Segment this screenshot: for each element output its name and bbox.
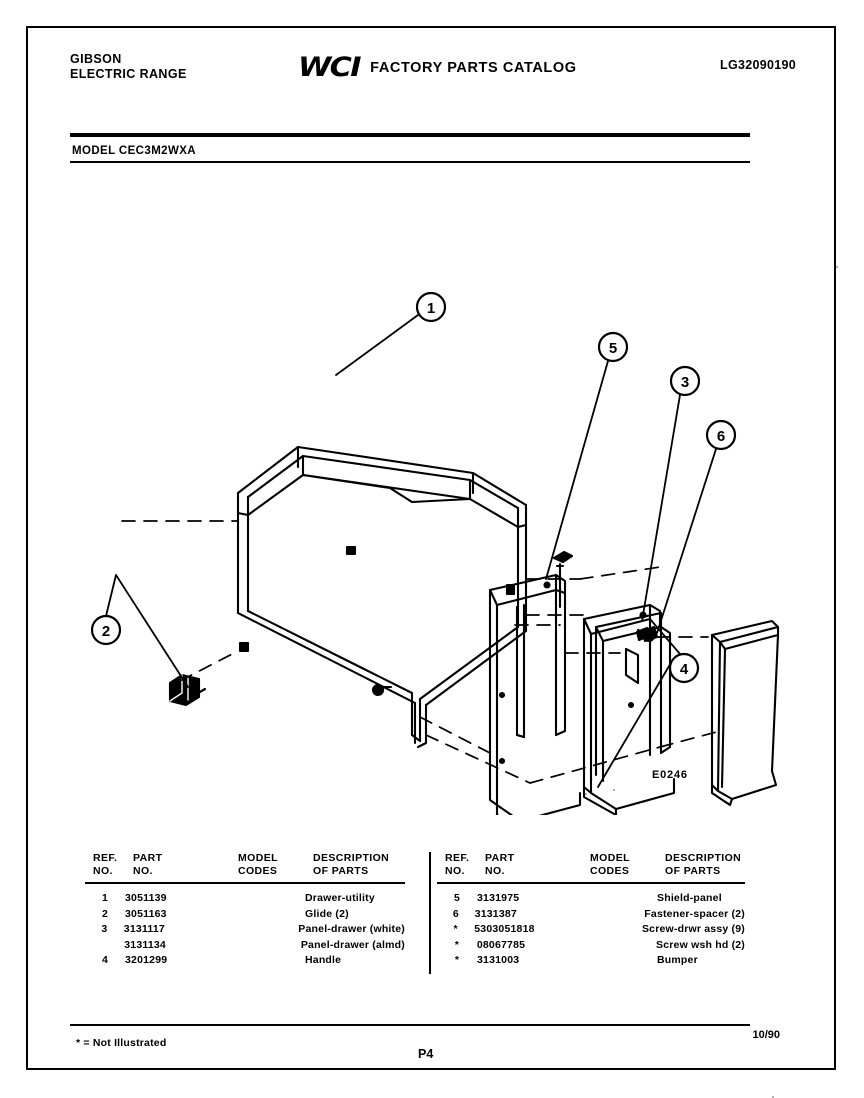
parts-table-left-header [85, 852, 405, 882]
cell-desc: Panel-drawer (almd) [300, 938, 405, 951]
cell-ref: 2 [101, 907, 109, 920]
cell-desc: Screw wsh hd (2) [656, 938, 745, 951]
header-part-no: PART NO. [485, 852, 515, 877]
scan-speck [613, 789, 615, 791]
cell-code [582, 953, 657, 969]
table-row [85, 907, 405, 923]
callout-3 [671, 367, 699, 395]
revision-date: 10/90 [752, 1029, 780, 1041]
cell-code [227, 938, 301, 954]
glide-shape [170, 675, 205, 705]
cell-part: 3131387 [474, 907, 517, 920]
table-row [85, 938, 405, 954]
catalog-title: FACTORY PARTS CATALOG [370, 59, 577, 76]
svg-text:6: 6 [716, 428, 726, 445]
table-row [85, 953, 405, 969]
cell-code [230, 953, 305, 969]
table-row [85, 891, 405, 907]
cell-part: 3201299 [125, 954, 168, 966]
cell-desc: Screw-drwr assy (9) [641, 923, 745, 935]
scan-speck [585, 793, 587, 795]
right-header-rule [437, 882, 745, 884]
catalog-number: LG32090190 [720, 58, 796, 72]
cell-desc: Drawer-utility [305, 892, 375, 904]
page-number: P4 [418, 1047, 434, 1061]
cell-ref: * [453, 923, 458, 935]
cell-desc: Bumper [657, 954, 698, 966]
header-ref-no: REF. NO. [93, 852, 118, 877]
cell-code [581, 938, 656, 954]
header-description: DESCRIPTION OF PARTS [665, 852, 742, 877]
cell-code [226, 922, 299, 938]
handle-shape [712, 621, 778, 805]
callout-bubbles [92, 293, 735, 682]
cell-ref [85, 938, 124, 954]
callout-4 [670, 654, 698, 682]
svg-text:5: 5 [608, 340, 618, 357]
figure-code: E0246 [652, 769, 688, 781]
cell-desc: Handle [305, 954, 342, 966]
table-row [437, 922, 745, 938]
cell-part: 5303051818 [474, 923, 535, 935]
svg-text:4: 4 [679, 661, 689, 678]
right-rows-body [437, 891, 745, 969]
brand-name: GIBSON [70, 52, 122, 66]
table-row [437, 907, 745, 923]
cell-code [574, 907, 645, 923]
brand-product-line: ELECTRIC RANGE [70, 67, 187, 81]
svg-text:1: 1 [426, 300, 436, 317]
cell-code [230, 907, 305, 923]
exploded-parts-diagram [60, 175, 800, 815]
header-rule-thick [70, 133, 750, 137]
cell-ref: 3 [101, 923, 108, 935]
cell-code [582, 891, 657, 907]
callout-5 [599, 333, 627, 361]
header-rule-thin [70, 161, 750, 163]
header-ref-no: REF. NO. [445, 852, 470, 877]
parts-table-right-header [437, 852, 745, 882]
table-row [85, 922, 405, 938]
fastener-shapes [554, 552, 657, 641]
cell-ref: 6 [452, 907, 459, 920]
cell-ref: 1 [101, 892, 109, 904]
table-row [437, 953, 745, 969]
svg-text:2: 2 [101, 623, 111, 640]
diagram-svg [60, 175, 800, 815]
cell-ref: * [454, 938, 460, 951]
footnote-not-illustrated: * = Not Illustrated [76, 1037, 167, 1049]
brand-block [70, 52, 187, 82]
cell-part: 3131134 [124, 938, 166, 951]
cell-desc: Panel-drawer (white) [298, 923, 405, 935]
svg-text:3: 3 [680, 374, 690, 391]
cell-part: 3131003 [477, 954, 520, 966]
parts-table [85, 852, 745, 1002]
cell-ref: 4 [101, 954, 109, 966]
footer-rule [70, 1024, 750, 1026]
cell-ref: 5 [453, 892, 461, 904]
drawer-utility-shape [238, 447, 526, 747]
callout-6 [707, 421, 735, 449]
header-model-codes: MODEL CODES [590, 852, 630, 877]
cell-code [230, 891, 305, 907]
header-model-codes: MODEL CODES [238, 852, 278, 877]
cell-part: 3131975 [477, 892, 520, 904]
cell-code [572, 922, 642, 938]
page-header [70, 50, 796, 106]
catalog-banner [298, 54, 577, 81]
cell-ref: * [454, 954, 460, 966]
table-row [437, 891, 745, 907]
cell-part: 3051139 [125, 892, 167, 904]
cell-desc: Glide (2) [305, 907, 349, 920]
callout-2 [92, 616, 120, 644]
parts-table-left [85, 852, 415, 1002]
cell-part: 08067785 [476, 938, 526, 951]
header-description: DESCRIPTION OF PARTS [313, 852, 390, 877]
callout-1 [417, 293, 445, 321]
header-part-no: PART NO. [133, 852, 163, 877]
left-rows-body [85, 891, 405, 969]
cell-part: 3131117 [123, 923, 165, 935]
model-label: MODEL CEC3M2WXA [72, 145, 196, 157]
wci-logo: WCI [298, 52, 360, 83]
cell-desc: Fastener-spacer (2) [644, 907, 745, 920]
shield-panel-shape [490, 575, 580, 815]
parts-table-right [415, 852, 745, 1002]
table-row [437, 938, 745, 954]
cell-part: 3051163 [125, 907, 167, 920]
scan-speck [836, 266, 838, 268]
left-header-rule [85, 882, 405, 884]
cell-desc: Shield-panel [657, 892, 722, 904]
